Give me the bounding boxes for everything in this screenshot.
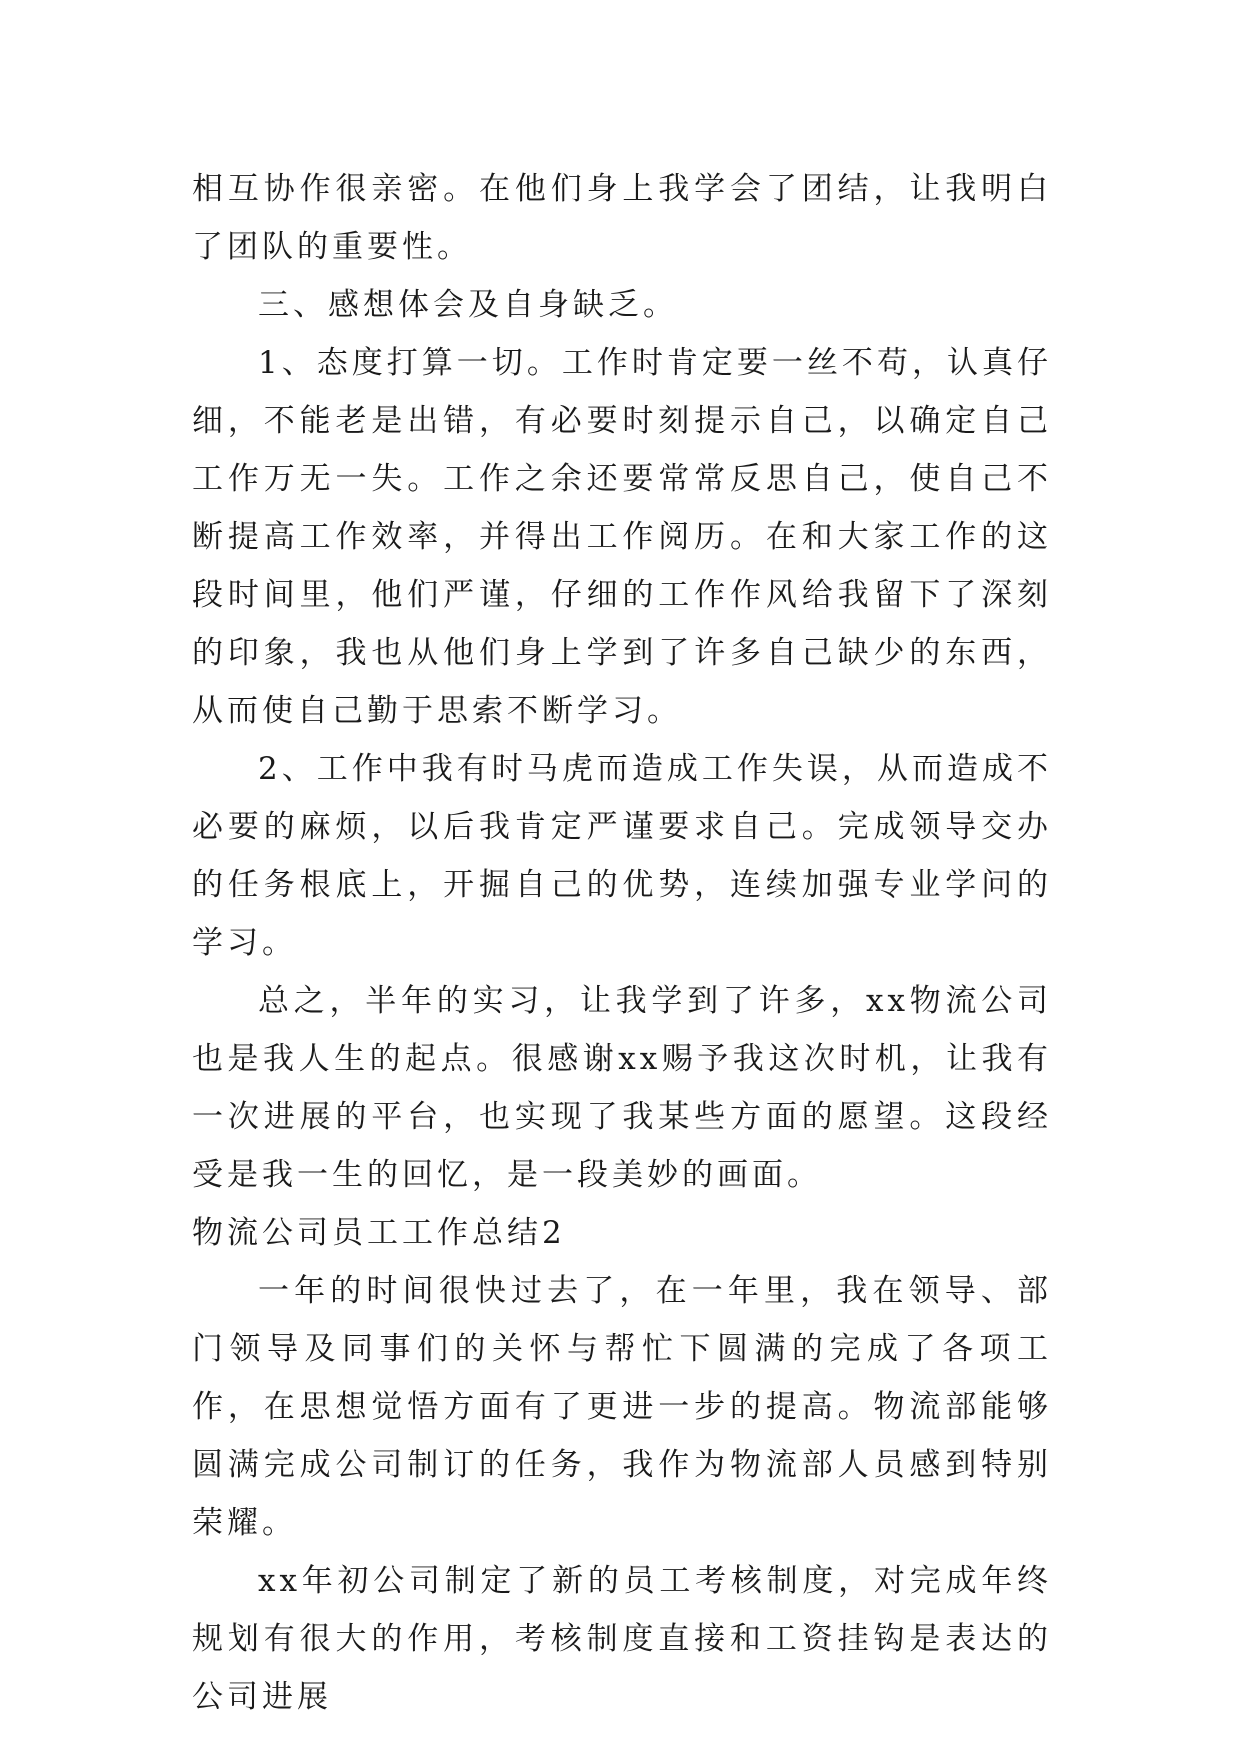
paragraph-attitude: 1、态度打算一切。工作时肯定要一丝不苟，认真仔细，不能老是出错，有必要时刻提示自己，以确定自己工作万无一失。工作之余还要常常反思自己，使自己不断提高工作效率，并得出工作阅历。在和大家工作的这段时间里，他们严谨，仔细的工作作风给我留下了深刻的印象，我也从他们身上学到了许多自己缺少的东西，从而使自己勤于思索不断学习。 <box>192 345 1052 729</box>
article-title: 物流公司员工工作总结2 <box>192 1215 566 1251</box>
document-page <box>192 160 1052 1726</box>
paragraph-conclusion: 总之，半年的实习，让我学到了许多，xx物流公司也是我人生的起点。很感谢xx赐予我这次时机，让我有一次进展的平台，也实现了我某些方面的愿望。这段经受是我一生的回忆，是一段美妙的画面。 <box>192 983 1052 1193</box>
paragraph-assessment: xx年初公司制定了新的员工考核制度，对完成年终规划有很大的作用，考核制度直接和工资挂钩是表达的公司进展 <box>192 1563 1052 1715</box>
section-heading-reflections: 三、感想体会及自身缺乏。 <box>258 287 678 323</box>
paragraph-teamwork: 相互协作很亲密。在他们身上我学会了团结，让我明白了团队的重要性。 <box>192 171 1052 265</box>
paragraph-year-review: 一年的时间很快过去了，在一年里，我在领导、部门领导及同事们的关怀与帮忙下圆满的完成了各项工作，在思想觉悟方面有了更进一步的提高。物流部能够圆满完成公司制订的任务，我作为物流部人员感到特别荣耀。 <box>192 1273 1052 1541</box>
paragraph-mistakes: 2、工作中我有时马虎而造成工作失误，从而造成不必要的麻烦，以后我肯定严谨要求自己。完成领导交办的任务根底上，开掘自己的优势，连续加强专业学问的学习。 <box>192 751 1052 961</box>
